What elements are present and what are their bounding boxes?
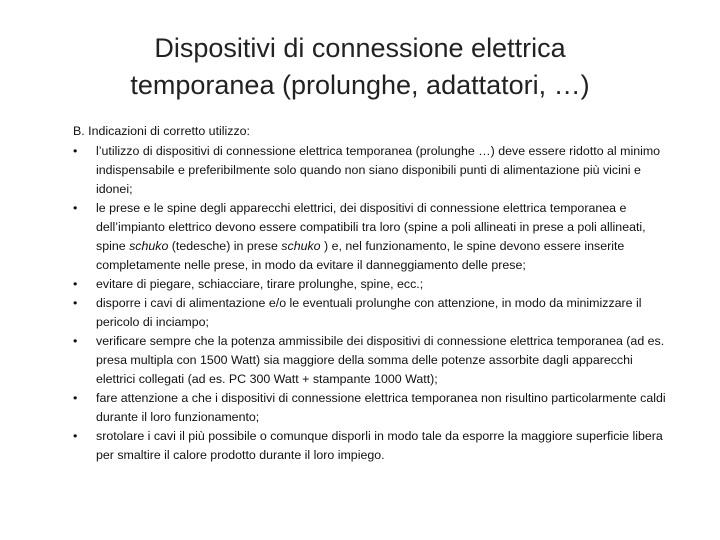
slide-title — [60, 30, 660, 104]
list-item-text: le prese e le spine degli apparecchi elettrici, dei dispositivi di connessione elettrica temporanea e dell’impianto elettrico devono essere compatibili tra loro (spine a poli allineati in prese a poli allineati, spine — [96, 201, 646, 253]
bullet-icon: • — [73, 144, 78, 158]
section-heading: B. Indicazioni di corretto utilizzo: — [73, 124, 250, 138]
list-item — [73, 332, 673, 389]
list-item — [73, 389, 673, 427]
bullet-icon: • — [73, 296, 78, 310]
slide-title-line: Dispositivi di connessione elettrica — [154, 33, 566, 63]
list-item-text: ) e, nel funzionamento, le spine devono essere inserite completamente nelle prese, in modo da evitare il danneggiamento delle prese; — [96, 239, 625, 272]
bullet-icon: • — [73, 429, 78, 443]
list-item — [73, 142, 673, 199]
guideline-list — [73, 142, 673, 465]
list-item — [73, 275, 673, 294]
list-item-text: fare attenzione a che i dispositivi di connessione elettrica temporanea non risultino particolarmente caldi durante il loro funzionamento; — [96, 391, 666, 424]
list-item — [73, 294, 673, 332]
list-item-text: srotolare i cavi il più possibile o comunque disporli in modo tale da esporre la maggiore superficie libera per smaltire il calore prodotto durante il loro impiego. — [96, 429, 663, 462]
list-item-text: l’utilizzo di dispositivi di connessione elettrica temporanea (prolunghe …) deve essere ridotto al minimo indispensabile e preferibilmente solo quando non siano disponibili punti di alimentazione più vicini e idonei; — [96, 144, 661, 196]
list-item-text: (tedesche) in prese — [168, 239, 282, 253]
emphasis-term: schuko — [129, 239, 169, 253]
bullet-icon: • — [73, 277, 78, 291]
list-item — [73, 199, 673, 275]
bullet-icon: • — [73, 201, 78, 215]
slide-body — [73, 122, 673, 465]
bullet-icon: • — [73, 334, 78, 348]
slide-title-line: temporanea (prolunghe, adattatori, …) — [130, 70, 590, 100]
emphasis-term: schuko — [281, 239, 321, 253]
list-item-text: verificare sempre che la potenza ammissibile dei dispositivi di connessione elettrica temporanea (ad es. presa multipla con 1500 Watt) sia maggiore della somma delle potenze assorbite dagli apparecchi elettrici collegati (ad es. PC 300 Watt + stampante 1000 Watt); — [96, 334, 665, 386]
list-item — [73, 427, 673, 465]
bullet-icon: • — [73, 391, 78, 405]
list-item-text: evitare di piegare, schiacciare, tirare prolunghe, spine, ecc.; — [96, 277, 424, 291]
list-item-text: disporre i cavi di alimentazione e/o le eventuali prolunghe con attenzione, in modo da minimizzare il pericolo di inciampo; — [96, 296, 642, 329]
